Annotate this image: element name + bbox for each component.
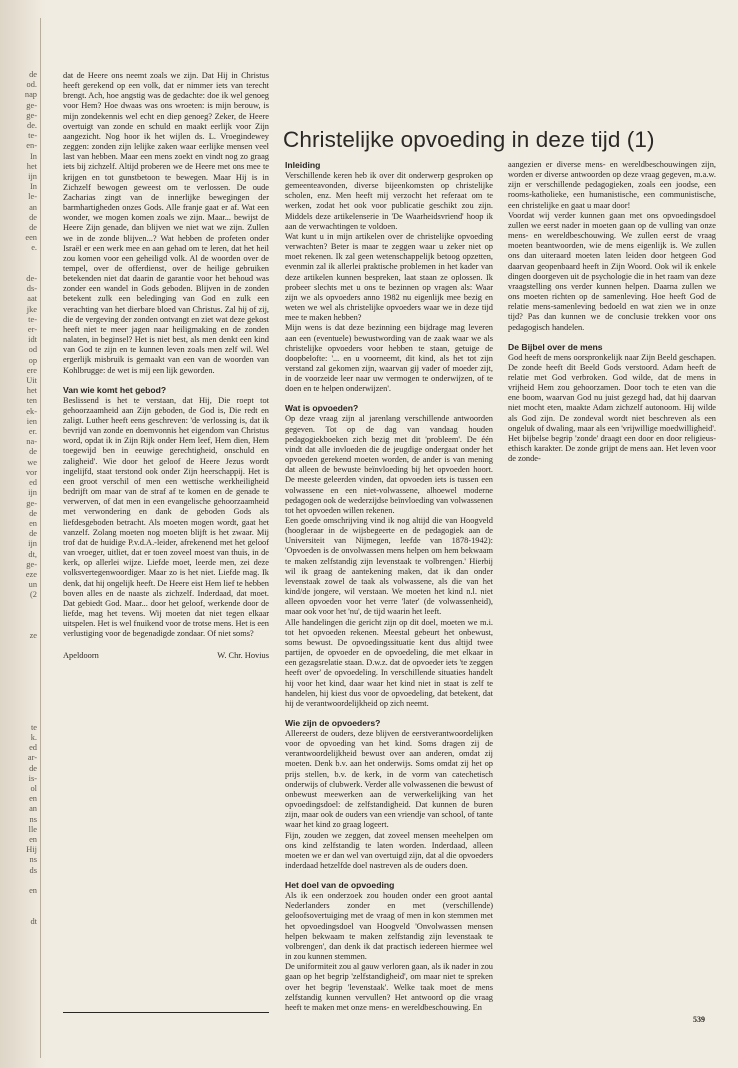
paragraph: Verschillende keren heb ik over dit onderwerp gesproken op gemeenteavonden, diverse bijeenkomsten op christelijke scholen, enz. Men heeft mij verzocht het referaat om te werken, zodat het ook voor publicatie geschikt zou zijn. Middels deze artikelenserie in 'De Waarheidsvriend' hoop ik aan de verwachtingen te voldoen. — [285, 171, 493, 231]
margin-fragment — [0, 896, 37, 906]
margin-fragment: de. — [27, 121, 37, 131]
margin-fragment: en- — [26, 141, 37, 151]
margin-fragment: ijn — [28, 172, 37, 182]
paragraph: Allereerst de ouders, deze blijven de eerstverantwoordelijken voor de opvoeding van het kind. Soms dragen zij de verantwoordelijkheid bewust over aan anderen, omdat zij moeten. Denk b.v. aan het onderwijs. Soms omdat zij het op prijs stellen, b.v. de kerk, in de vorm van catechetisch onderwijs of clubwerk. Verder alle volwassenen die bewust of onbewust meewerken aan de verwerkelijking van het opvoedingsdoel: de zelfstandigheid. Dat kunnen de buren zijn, maar ook de ouders van een vriendje van school, of tante waar het kind zo graag logeert. — [285, 728, 493, 830]
margin-fragment: de — [29, 763, 37, 773]
margin-fragment: de — [29, 70, 37, 79]
margin-fragment: ed — [29, 743, 37, 753]
paragraph: Op deze vraag zijn al jarenlang verschillende antwoorden gegeven. Tot op de dag van vandaag houden pedagogiekboeken zich bezig met dit 'probleem'. De één vindt dat alle invloeden die de jeugdige ondergaat onder het opvoeden gerekend moeten worden, de ander is van mening dat alleen de bewuste beïnvloeding bij het opvoeden hoort. De meeste geleerden vinden, dat opvoeden iets is tussen een volwassene en een niet-volwassene, alhoewel moderne pedagogen ook de wederzijdse beïnvloeding van volwassenen tot het opvoeden willen rekenen. — [285, 414, 493, 515]
margin-fragment: de — [29, 508, 37, 518]
margin-fragment: eze — [25, 569, 37, 579]
margin-fragment: un — [28, 580, 37, 590]
section-heading: Wat is opvoeden? — [285, 403, 359, 414]
paragraph: Wat kunt u in mijn artikelen over de christelijke opvoeding verwachten? Beter is maar te zeggen waar u zeker niet op moet rekenen. Ik zal geen wetenschappelijk betoog opzetten, evenmin zal ik allerlei praktische problemen in het kader van deze artikelen kunnen bespreken, laat staan ze oplossen. Ik probeer slechts met u ons te bezinnen op vragen als: Waar zijn we als opvoeders anno 1982 nu eigenlijk mee bezig en weten we wel als christelijke opvoeders waar we in deze tijd mee te maken hebben? — [285, 231, 493, 323]
margin-fragment: dt — [30, 916, 37, 926]
section-heading: Van wie komt het gebod? — [63, 384, 167, 395]
margin-fragment — [0, 692, 37, 702]
margin-fragment: an — [29, 202, 37, 212]
margin-fragment: we — [27, 457, 37, 467]
margin-fragment: le- — [28, 192, 37, 202]
paragraph: Fijn, zouden we zeggen, dat zoveel mensen meehelpen om ons kind zelfstandig te laten worden. Inderdaad, alleen moeten we er dan wel van overtuigd zijn, dat al die opvoeders inderdaad hetzelfde doel nastreven als de ouders doen. — [285, 830, 493, 870]
margin-fragment: en — [29, 886, 37, 896]
paragraph: De uniformiteit zou al gauw verloren gaan, als ik nader in zou gaan op het begrip 'zelfstandigheid', om maar niet te spreken over het begrip 'levenstaak'. Welke taak moet de mens zelfstandig kunnen vervullen? Het antwoord op die vraag heeft te maken met onze mens- en wereldbeschouwing. En — [285, 962, 493, 1012]
margin-fragment: ere — [26, 365, 37, 375]
margin-fragment: ijn — [28, 488, 37, 498]
paragraph: Alle handelingen die gericht zijn op dit doel, moeten we m.i. tot het opvoeden rekenen. Meestal gebeurt het onbewust, soms bewust. De opvoedingssituatie kent dus altijd twee partijen, de opvoeder en de opvoedeling, die met elkaar in een gezagsrelatie staan. D.w.z. dat de opvoeder iets 'te zeggen heeft over' de opvoedeling. In verschillende situaties handelt hij voor het kind, daar waar het kind niet in staat is zelf te handelen, hij kiest dus voor de opvoedeling, dat betekent, dat hij de verantwoordelijkheid op zich neemt. — [285, 617, 493, 708]
margin-fragment: lle — [28, 824, 37, 834]
margin-fragment: ds — [29, 865, 37, 875]
margin-fragment: er- — [27, 325, 37, 335]
margin-fragment: en — [29, 794, 37, 804]
margin-fragment — [0, 641, 37, 651]
margin-fragment — [0, 702, 37, 712]
left-section-body — [63, 396, 269, 640]
margin-fragment: het — [26, 386, 37, 396]
margin-fragment: jke — [26, 304, 37, 314]
signature-place: Apeldoorn — [63, 651, 99, 661]
margin-fragment — [0, 651, 37, 661]
paragraph: Beslissend is het te verstaan, dat Hij, Die roept tot gehoorzaamheid aan Zijn geboden, de God is, Die redt en zaligt. Luther heeft eens geschreven: 'de verlossing is, dat ik bevrijd van zonde en doemvonnis het eigendom van Christus word, opdat ik in Zijn Rijk onder Hem leef, Hem dien, Hem toegewijd ben in eeuwige gerechtigheid, onschuld en zaligheid'. Wie door het geloof de Heere Jezus wordt ingelijfd, staat terstond ook onder Zijn heerschappij. Het is een groot verschil of men een wettische werkheiligheid bedrijft om maar van de straf af te komen en de genade te verwerven, of dat men in een evangelische gehoorzaamheid met verwondering en dank de geboden Gods als liefdesgeboden betracht. Als moeten mogen wordt, gaat het vanzelf. Zolang moeten nog moeten blijft is het zwaar. Mij trof dat de huidige P.v.d.A.-leider, afrekenend met het geloof van vroeger, uitliet, dat er toen zoveel moest van thuis, in de kerk, op allerlei wijze. Liefde moet, leerde men, zei deze volksvertegenwoordiger. Maar zo is het niet. Liefde mag. Ik denk, dat hij ongelijk heeft. De Heere eist Hem lief te hebben boven alles en de naaste als zichzelf. Inderdaad, dat moet. Dat gebiedt God. Maar... door het geloof, werkende door de liefde, mag het tevens. Wij moeten dat niet tegen elkaar uitspelen. Het is wel fnuikend voor de trotse mens. Het is een verlustiging voor de begenadigde zondaar. Of niet soms? — [63, 395, 269, 639]
margin-fragment: In — [30, 182, 37, 192]
signature-author: W. Chr. Hovius — [217, 651, 269, 661]
margin-fragment — [0, 876, 37, 886]
section-heading: De Bijbel over de mens — [508, 341, 603, 352]
article-end-rule — [63, 1012, 269, 1013]
margin-fragment: od. — [26, 80, 37, 90]
margin-fragment — [0, 601, 37, 611]
section-heading: Wie zijn de opvoeders? — [285, 717, 381, 728]
margin-fragment: en — [29, 518, 37, 528]
margin-fragment — [0, 621, 37, 631]
margin-fragment: e. — [31, 243, 37, 253]
margin-fragment: een — [25, 233, 37, 243]
paragraph-continued: aangezien er diverse mens- en wereldbeschouwingen zijn, worden er diverse antwoorden op deze vraag gegeven, m.a.w. zijn er verschillende pedagogieken, zoals een joodse, een rooms-katholieke, een humanistische, een communistische, een christelijke en gaat u maar door! — [508, 160, 716, 210]
margin-fragment — [0, 672, 37, 682]
previous-page-margin-text — [0, 70, 37, 1030]
paragraph: Voordat wij verder kunnen gaan met ons opvoedingsdoel zullen we eerst nader in moeten gaan op de vulling van onze mens- en wereldbeschouwing. We zullen eerst de vraag moeten beantwoorden, wie de mens eigenlijk is. We zullen ons dan uiteraard moeten laten leiden door hetgeen God daarvan geopenbaard heeft in Zijn Woord. Ook wil ik enkele dingen doorgeven uit de psychologie die in het raam van deze vraagstelling ons verder kunnen helpen. Daarna zullen we ons moeten richten op de samenleving. Hoe heeft God de relatie mens-samenleving bedoeld en wat zien we in onze tijd? Pas dan kunnen we de conclusie trekken voor ons pedagogisch handelen. — [508, 210, 716, 332]
margin-fragment — [0, 682, 37, 692]
margin-fragment: en — [29, 835, 37, 845]
margin-fragment: od — [28, 345, 37, 355]
margin-fragment: te- — [28, 314, 37, 324]
left-column-body — [63, 71, 269, 376]
signature — [63, 651, 269, 661]
margin-fragment — [0, 713, 37, 723]
margin-fragment: ds- — [26, 284, 37, 294]
article-column-right — [508, 160, 716, 464]
paragraph: Mijn wens is dat deze bezinning een bijdrage mag leveren aan een (eventuele) bewustwording van de zaak waar we als christelijke opvoeders voor hebben te staan, getuige de doopbelofte: '... en u voorneemt, dit kind, als het tot zijn verstand zal gekomen zijn, waarvan gij vader of moeder zijt, in de voorzeide leer naar uw vermogen te onderwijzen, of te doen en te helpen onderwijzen'. — [285, 323, 493, 394]
paragraph: God heeft de mens oorspronkelijk naar Zijn Beeld geschapen. De zonde heeft dit Beeld Gods verstoord. Adam heeft de relatie met God verbroken. God wilde, dat de mens in vrijheid Hem zou gehoorzamen. Door toch te eten van die ene boom, waarvan God nu juist gezegd had, dat hij daarvan niet mocht eten, maakte Adam zichzelf autonoom. Hij wilde als God zijn. De zondeval wordt niet beschreven als een ongeluk of dwaling, maar als een 'vrijwillige moedwilligheid'. — [508, 352, 716, 433]
paragraph: Als ik een onderzoek zou houden onder een groot aantal Nederlanders zonder en met (verschillende) geloofsovertuiging met de vraag of men in kon stemmen met het opvoedingsdoel van Hoogveld 'Onvolwassen mensen helpen bekwaam te maken zelfstandig zijn levenstaak te volbrengen', dan denk ik dat practisch iedereen hiermee wel in zou kunnen stemmen. — [285, 891, 493, 962]
margin-fragment: dt, — [28, 549, 37, 559]
section-heading: Het doel van de opvoeding — [285, 880, 395, 891]
margin-fragment: op — [28, 355, 37, 365]
gutter-rule — [40, 18, 41, 1058]
margin-fragment: de — [29, 529, 37, 539]
margin-fragment: idt — [28, 335, 37, 345]
paragraph: Een goede omschrijving vind ik nog altijd die van Hoogveld (hoogleraar in de wijsbegeerte en de pedagogiek aan de Universiteit van Nijmegen, leefde van 1878-1942): 'Opvoeden is de onvolwassen mens helpen om hem bekwaam te maken zelfstandig zijn levenstaak te volbrengen.' Hierbij wil ik graag de aantekening maken, dat ik dan onder levenstaak zowel de taak als volwassene, als die van het kind/de jongere, wil verstaan. We moeten het kind n.l. niet alleen opvoeden voor het verre 'later' (de volwassenheid), maar ook voor het 'nu', de tijd waarin het leeft. — [285, 516, 493, 617]
margin-fragment: na- — [26, 437, 37, 447]
margin-fragment: ijn — [28, 539, 37, 549]
margin-fragment: ns — [29, 855, 37, 865]
margin-fragment: In — [30, 151, 37, 161]
margin-fragment: de — [29, 447, 37, 457]
left-column — [63, 71, 269, 662]
margin-fragment: nap — [24, 90, 37, 100]
margin-fragment — [0, 611, 37, 621]
margin-fragment: ns — [29, 814, 37, 824]
margin-fragment: ek- — [26, 406, 37, 416]
margin-fragment: ze — [29, 631, 37, 641]
margin-fragment — [0, 264, 37, 274]
margin-fragment: ge- — [26, 100, 37, 110]
margin-fragment: ien — [26, 416, 37, 426]
margin-fragment: Uit — [26, 376, 37, 386]
margin-fragment — [0, 662, 37, 672]
paragraph: Het bijbelse begrip 'zonde' draagt een door en door religieus-ethisch karakter. De zonde grijpt de mens aan. Het leven voor de zonde- — [508, 433, 716, 464]
margin-fragment: de- — [26, 274, 37, 284]
article-column-middle — [285, 160, 493, 1013]
margin-fragment: aat — [27, 294, 37, 304]
margin-fragment: de — [29, 223, 37, 233]
margin-fragment: het — [26, 161, 37, 171]
margin-fragment: te- — [28, 131, 37, 141]
margin-fragment: ar- — [27, 753, 37, 763]
page-number: 539 — [693, 1015, 705, 1024]
margin-fragment: (2 — [30, 590, 37, 600]
margin-fragment: ge- — [26, 559, 37, 569]
margin-fragment: Hij — [26, 845, 37, 855]
paragraph: dat de Heere ons neemt zoals we zijn. Dat Hij in Christus heeft gerekend op een volk, dat er nimmer iets van terecht brengt. Ach, hoe angstig was de gedachte: doe ik wel genoeg voor Hem? Hoe dwaas was ons wroeten: is mijn berouw, is mijn zondekennis wel echt en diep genoeg? Zeker, de Heere overtuigt van zonde en schuld en maakt eerlijk voor Zijn aangezicht. Nog hoor ik het wijlen ds. L. Vroegindewey zeggen: zonden zijn lelijke zaken waar eerlijke mensen veel last van hebben. Maar een mens zoekt en vindt nog zo graag iets bij zichzelf. Altijd proberen we de Heere met ons mee te krijgen en tot gunstbetoon te bewegen. Maar Hij is in Zichzelf bewogen geweest om te verlossen. De oude Zacharias zingt van de innerlijke bewegingen der barmhartigheden onzes Gods. Alle franje gaat er af. Wat een wonder, we mogen komen zoals we zijn. Maar... bewijst de Heere Zijn genade, dan blijven we niet wat we zijn. Zullen we in de zonde blijven...? Wat hebben de profeten onder Israël er een werk mee en aan gehad om te leren, dat het heil zou komen voor een geheiligd volk. Al de woorden over de tempel, over de offerdienst, over de heilige gebruiken betekenden niet dat daarin de garantie voor het behoud was zonder een wandel in Gods geboden. Blijven in de zonden betekent zulk een beledinging van God en zulk een verachting van het dierbare bloed van Christus. Zal hij of zij, die de vergeving der zonden ontvangt en ziet wat deze gekost heeft niet te meer jagen naar heiligmaking en de zonden nalaten, in beginsel? Het is niet best, als men denkt een kind van God te zijn en te kunnen leven zoals men zelf wil. Wel ergerlijk misbruik is gemaakt van een van de woorden van Kohlbrugge: de wet is mij een lijk geworden. — [63, 71, 269, 375]
margin-fragment: ge- — [26, 498, 37, 508]
margin-fragment: ed — [29, 478, 37, 488]
margin-fragment: k. — [30, 733, 37, 742]
margin-fragment: de — [29, 212, 37, 222]
margin-fragment: is- — [28, 773, 37, 783]
margin-fragment: vor — [25, 467, 37, 477]
margin-fragment: ge- — [26, 110, 37, 120]
margin-fragment — [0, 906, 37, 916]
margin-fragment: an — [29, 804, 37, 814]
margin-fragment: ol — [30, 784, 37, 794]
section-heading: Inleiding — [285, 160, 321, 170]
article-title: Christelijke opvoeding in deze tijd (1) — [283, 127, 655, 152]
margin-fragment: ten — [26, 396, 37, 406]
margin-fragment — [0, 254, 37, 264]
margin-fragment: te — [30, 722, 37, 732]
margin-fragment: er. — [28, 427, 37, 437]
